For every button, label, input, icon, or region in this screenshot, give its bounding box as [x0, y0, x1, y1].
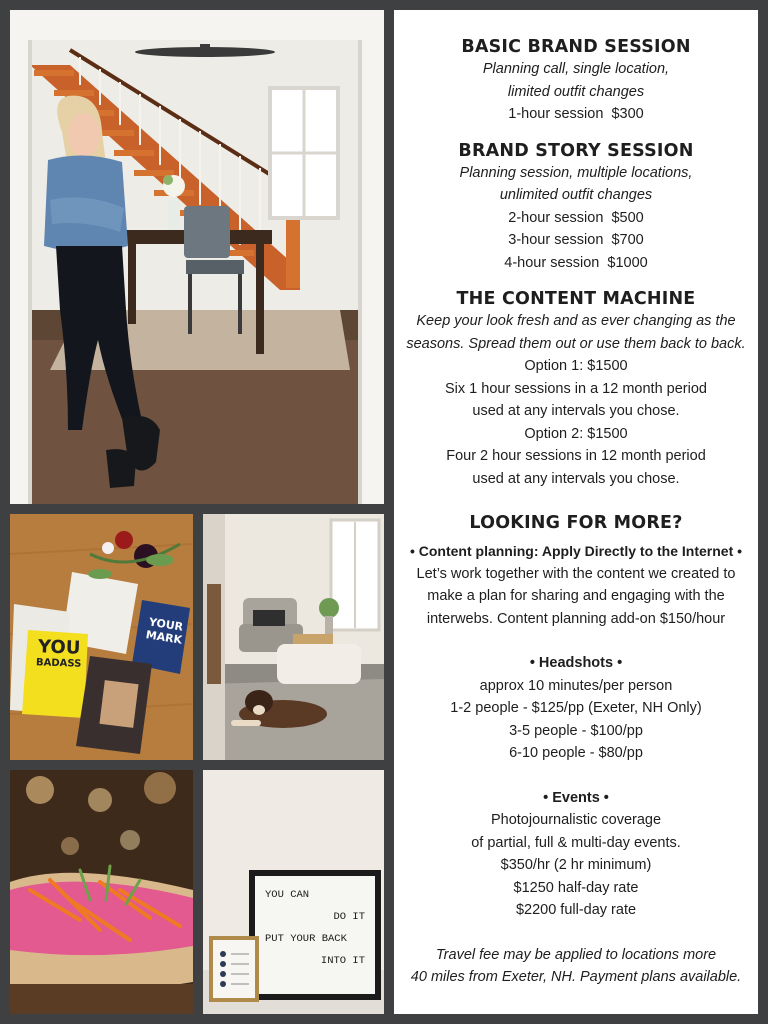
- headshots-heading: • Headshots •: [529, 655, 623, 671]
- letter-board-line: DO IT: [333, 911, 365, 923]
- story-session-price: 2-hour session $500: [508, 209, 644, 226]
- content-machine-desc: seasons. Spread them out or use them back to back.: [406, 335, 746, 352]
- hero-photo: [10, 10, 384, 504]
- events-text: $2200 full-day rate: [515, 902, 637, 918]
- content-planning-heading: • Content planning: Apply Directly to the Internet •: [409, 543, 743, 559]
- content-machine-detail: used at any intervals you chose.: [472, 403, 680, 419]
- events-text: Photojournalistic coverage: [490, 812, 662, 828]
- content-planning-text: interwebs. Content planning add-on $150/hour: [426, 610, 726, 627]
- letter-board-line: YOU CAN: [265, 889, 310, 901]
- letter-board-photo: [203, 770, 384, 1014]
- basic-session-desc: Planning call, single location,: [482, 61, 670, 77]
- headshots-text: 6-10 people - $80/pp: [509, 745, 643, 761]
- book-title-badass: BADASS: [35, 657, 82, 670]
- travel-fee-note: 40 miles from Exeter, NH. Payment plans available.: [410, 969, 742, 985]
- events-text: of partial, full & multi-day events.: [471, 834, 681, 851]
- story-session-title: BRAND STORY SESSION: [458, 140, 694, 161]
- content-planning-text: make a plan for sharing and engaging with the: [427, 588, 725, 604]
- content-planning-text: Let’s work together with the content we created to: [416, 565, 736, 582]
- books-flatlay-photo: [10, 514, 193, 760]
- looking-for-more-title: LOOKING FOR MORE?: [469, 513, 683, 533]
- story-session-price: 4-hour session $1000: [504, 254, 648, 271]
- headshots-text: approx 10 minutes/per person: [479, 677, 673, 694]
- content-machine-option: Option 1: $1500: [524, 358, 628, 374]
- events-heading: • Events •: [543, 789, 609, 806]
- living-room-photo: [203, 514, 384, 760]
- content-machine-desc: Keep your look fresh and as ever changing as the: [416, 313, 736, 329]
- story-session-desc: unlimited outfit changes: [499, 187, 653, 203]
- travel-fee-note: Travel fee may be applied to locations more: [435, 946, 717, 963]
- content-machine-detail: Four 2 hour sessions in 12 month period: [446, 448, 706, 464]
- letter-board-line: PUT YOUR BACK: [265, 933, 347, 945]
- story-session-desc: Planning session, multiple locations,: [459, 164, 693, 181]
- story-session-price: 3-hour session $700: [508, 232, 644, 248]
- letter-board-line: INTO IT: [320, 955, 365, 967]
- headshots-text: 1-2 people - $125/pp (Exeter, NH Only): [450, 700, 702, 716]
- book-title-your: YOUR: [148, 615, 184, 634]
- pricing-panel: [394, 10, 758, 1014]
- basic-session-desc: limited outfit changes: [507, 83, 645, 100]
- basic-session-price: 1-hour session $300: [508, 106, 644, 122]
- book-title-mark: MARK: [144, 628, 184, 647]
- content-machine-detail: Six 1 hour sessions in a 12 month period: [445, 380, 707, 397]
- basic-session-title: BASIC BRAND SESSION: [461, 37, 691, 57]
- book-title-you: YOU: [37, 636, 81, 659]
- content-machine-option: Option 2: $1500: [524, 425, 628, 442]
- content-machine-detail: used at any intervals you chose.: [472, 470, 680, 487]
- headshots-text: 3-5 people - $100/pp: [509, 722, 643, 739]
- food-photo: [10, 770, 193, 1014]
- events-text: $350/hr (2 hr minimum): [500, 857, 652, 873]
- content-machine-title: THE CONTENT MACHINE: [456, 289, 696, 309]
- events-text: $1250 half-day rate: [513, 879, 639, 896]
